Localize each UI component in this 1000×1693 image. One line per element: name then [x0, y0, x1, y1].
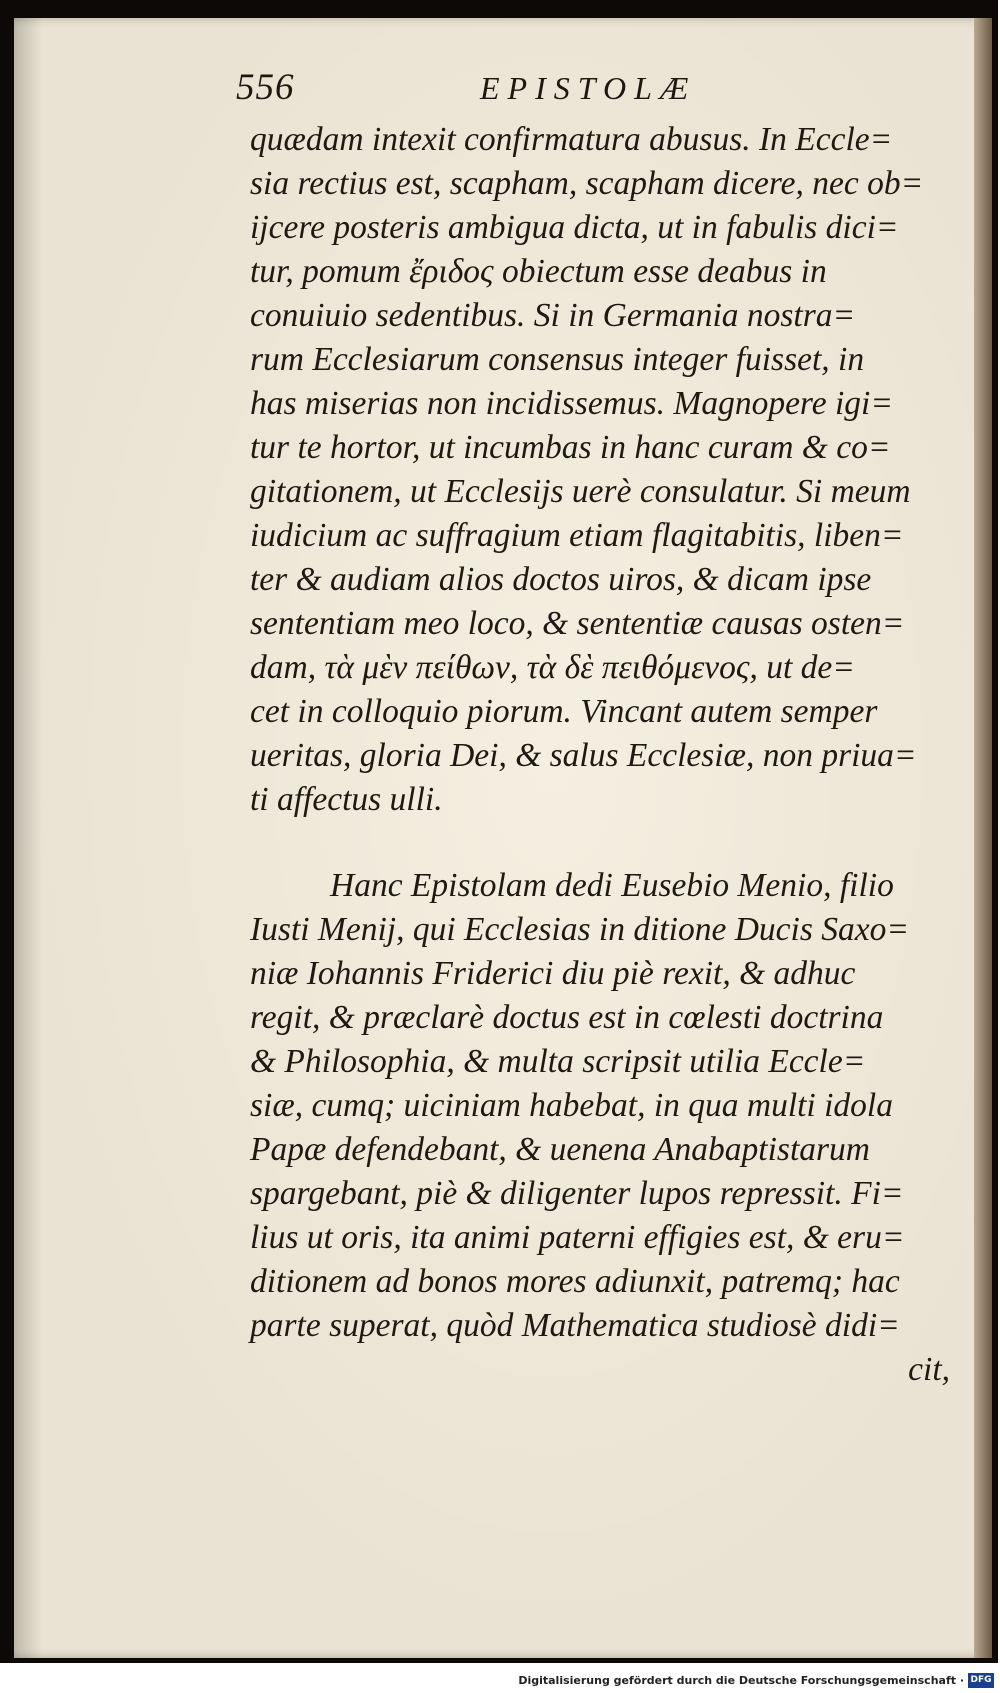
footer-credit: Digitalisierung gefördert durch die Deutsche Forschungsgemeinschaft · [518, 1674, 964, 1687]
text-line: rum Ecclesiarum consensus integer fuisset, in [250, 341, 865, 378]
text-line: siæ, cumq; uiciniam habebat, in qua multi idola [250, 1087, 893, 1124]
running-head: EPISTOLÆ [480, 70, 697, 106]
text-line: dam, τὰ μὲν πείθων, τὰ δὲ πειθόμενος, ut de= [250, 649, 855, 686]
page-number: 556 [236, 67, 295, 108]
text-line: tur te hortor, ut incumbas in hanc curam & co= [250, 429, 891, 466]
text-line: parte superat, quòd Mathematica studiosè didi= [250, 1307, 900, 1344]
text-line: Hanc Epistolam dedi Eusebio Menio, filio [330, 867, 894, 904]
page-edge [974, 18, 992, 1658]
text-line: sententiam meo loco, & sententiæ causas osten= [250, 605, 905, 642]
text-line: sia rectius est, scapham, scapham dicere, nec ob= [250, 165, 924, 202]
body-text [250, 118, 950, 1392]
text-line: ter & audiam alios doctos uiros, & dicam ipse [250, 561, 872, 598]
catchword: cit, [908, 1351, 950, 1388]
text-line: lius ut oris, ita animi paterni effigies est, & eru= [250, 1219, 905, 1256]
text-line: spargebant, piè & diligenter lupos repressit. Fi= [250, 1175, 904, 1212]
text-line: regit, & præclarè doctus est in cœlesti doctrina [250, 999, 884, 1036]
text-line: & Philosophia, & multa scripsit utilia Eccle= [250, 1043, 866, 1080]
text-line: ijcere posteris ambigua dicta, ut in fabulis dici= [250, 209, 899, 246]
text-line: niæ Iohannis Friderici diu piè rexit, & adhuc [250, 955, 856, 992]
text-line: iudicium ac suffragium etiam flagitabitis, liben= [250, 517, 904, 554]
text-line: quædam intexit confirmatura abusus. In Eccle= [250, 121, 893, 158]
text-line: Papæ defendebant, & uenena Anabaptistarum [250, 1131, 870, 1168]
text-line: ditionem ad bonos mores adiunxit, patremq; hac [250, 1263, 900, 1300]
dfg-logo: DFG [968, 1673, 994, 1688]
text-line: cet in colloquio piorum. Vincant autem semper [250, 693, 878, 730]
text-line: tur, pomum ἔριδος obiectum esse deabus in [250, 253, 827, 290]
paragraph-gap [250, 822, 950, 864]
footer-bar [0, 1672, 1000, 1693]
text-line: Iusti Menij, qui Ecclesias in ditione Ducis Saxo= [250, 911, 909, 948]
text-line: has miserias non incidissemus. Magnopere igi= [250, 385, 893, 422]
text-line: conuiuio sedentibus. Si in Germania nostra= [250, 297, 856, 334]
text-line: ueritas, gloria Dei, & salus Ecclesiæ, non priua= [250, 737, 917, 774]
text-line: gitationem, ut Ecclesijs uerè consulatur. Si meum [250, 473, 911, 510]
text-line: ti affectus ulli. [250, 781, 443, 818]
